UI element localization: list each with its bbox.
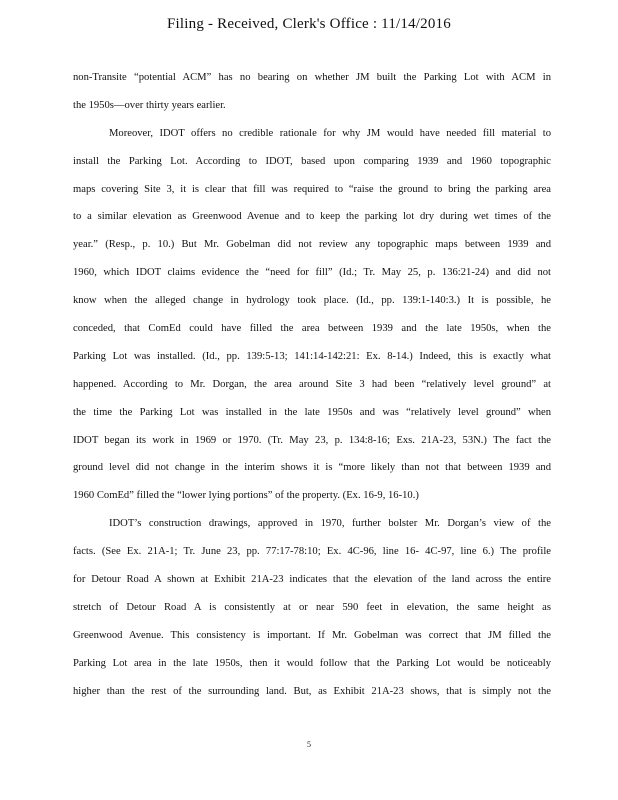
- text-line: Greenwood Avenue. This consistency is important. If Mr. Gobelman was correct that JM filled the: [73, 629, 551, 641]
- text-line: 1960, which IDOT claims evidence the “need for fill” (Id.; Tr. May 25, p. 136:21-24) and did not: [73, 267, 551, 279]
- paragraph-start-line: IDOT’s construction drawings, approved in 1970, further bolster Mr. Dorgan’s view of the: [109, 518, 551, 530]
- text-line: year.” (Resp., p. 10.) But Mr. Gobelman did not review any topographic maps between 1939 and: [73, 239, 551, 251]
- text-line: higher than the rest of the surrounding land. But, as Exhibit 21A-23 shows, that is simply not the: [73, 685, 551, 697]
- text-line: Parking Lot area in the late 1950s, then it would follow that the Parking Lot would be noticeably: [73, 657, 551, 669]
- text-line: Parking Lot was installed. (Id., pp. 139:5-13; 141:14-142:21: Ex. 8-14.) Indeed, this is exactly what: [73, 350, 551, 362]
- paragraph-start-line: Moreover, IDOT offers no credible rationale for why JM would have needed fill material to: [109, 127, 551, 139]
- text-line: know when the alleged change in hydrology took place. (Id., pp. 139:1-140:3.) It is possible, he: [73, 295, 551, 307]
- page-number: 5: [307, 740, 311, 749]
- text-line: happened. According to Mr. Dorgan, the area around Site 3 had been “relatively level ground” at: [73, 378, 551, 390]
- filing-header: Filing - Received, Clerk's Office : 11/14/2016: [167, 16, 451, 32]
- text-line: facts. (See Ex. 21A-1; Tr. June 23, pp. 77:17-78:10; Ex. 4C-96, line 16- 4C-97, line 6.) The profile: [73, 546, 551, 558]
- text-line: non-Transite “potential ACM” has no bearing on whether JM built the Parking Lot with ACM in: [73, 72, 551, 83]
- text-line: to a similar elevation as Greenwood Avenue and to keep the parking lot dry during wet times of the: [73, 211, 551, 223]
- text-line: conceded, that ComEd could have filled the area between 1939 and the late 1950s, when the: [73, 323, 551, 335]
- text-line: ground level did not change in the interim shows it is “more likely than not that between 1939 and: [73, 462, 551, 474]
- text-line: IDOT began its work in 1969 or 1970. (Tr. May 23, p. 134:8-16; Exs. 21A-23, 53N.) The fact the: [73, 434, 551, 446]
- text-line: stretch of Detour Road A is consistently at or near 590 feet in elevation, the same height as: [73, 601, 551, 613]
- text-line: for Detour Road A shown at Exhibit 21A-23 indicates that the elevation of the land across the entire: [73, 574, 551, 586]
- text-line: maps covering Site 3, it is clear that fill was required to “raise the ground to bring the parking area: [73, 183, 551, 195]
- body-text: [73, 68, 551, 709]
- text-line: 1960 ComEd” filled the “lower lying portions” of the property. (Ex. 16-9, 16-10.): [73, 490, 419, 502]
- text-line: the time the Parking Lot was installed in the late 1950s and was “relatively level ground” when: [73, 406, 551, 418]
- text-line: the 1950s—over thirty years earlier.: [73, 99, 226, 111]
- text-line: install the Parking Lot. According to IDOT, based upon comparing 1939 and 1960 topographic: [73, 155, 551, 167]
